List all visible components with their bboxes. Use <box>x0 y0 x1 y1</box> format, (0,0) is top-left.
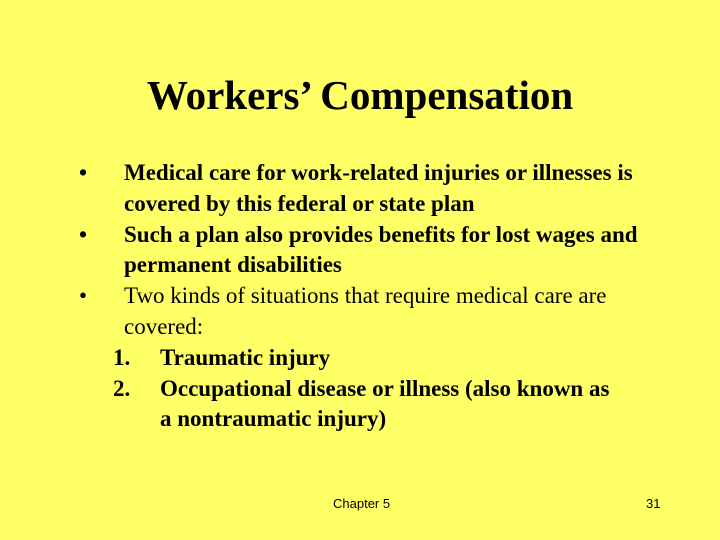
bullet-marker: • <box>79 283 88 309</box>
page-number: 31 <box>646 496 661 511</box>
bullet-item <box>0 281 720 343</box>
footer-chapter-label: Chapter 5 <box>333 496 391 511</box>
numbered-item <box>0 374 720 436</box>
item-number: 2. <box>113 375 131 401</box>
bullet-marker: • <box>79 221 88 247</box>
slide-title: Workers’ Compensation <box>146 72 574 118</box>
bullet-marker: • <box>79 160 88 185</box>
bullet-text: Medical care for work-related injuries or illnesses is covered by this federal or state plan <box>124 160 633 216</box>
bullet-item <box>0 220 720 282</box>
item-number: 1. <box>113 344 131 370</box>
bullet-item <box>0 158 720 220</box>
numbered-item <box>0 343 720 374</box>
numbered-item-text: Occupational disease or illness (also known as a nontraumatic injury) <box>160 375 610 432</box>
bullet-text: Two kinds of situations that require medical care are covered: <box>124 283 607 339</box>
bullet-list <box>0 158 720 435</box>
bullet-text: Such a plan also provides benefits for lost wages and permanent disabilities <box>124 221 638 278</box>
numbered-item-text: Traumatic injury <box>160 344 331 370</box>
